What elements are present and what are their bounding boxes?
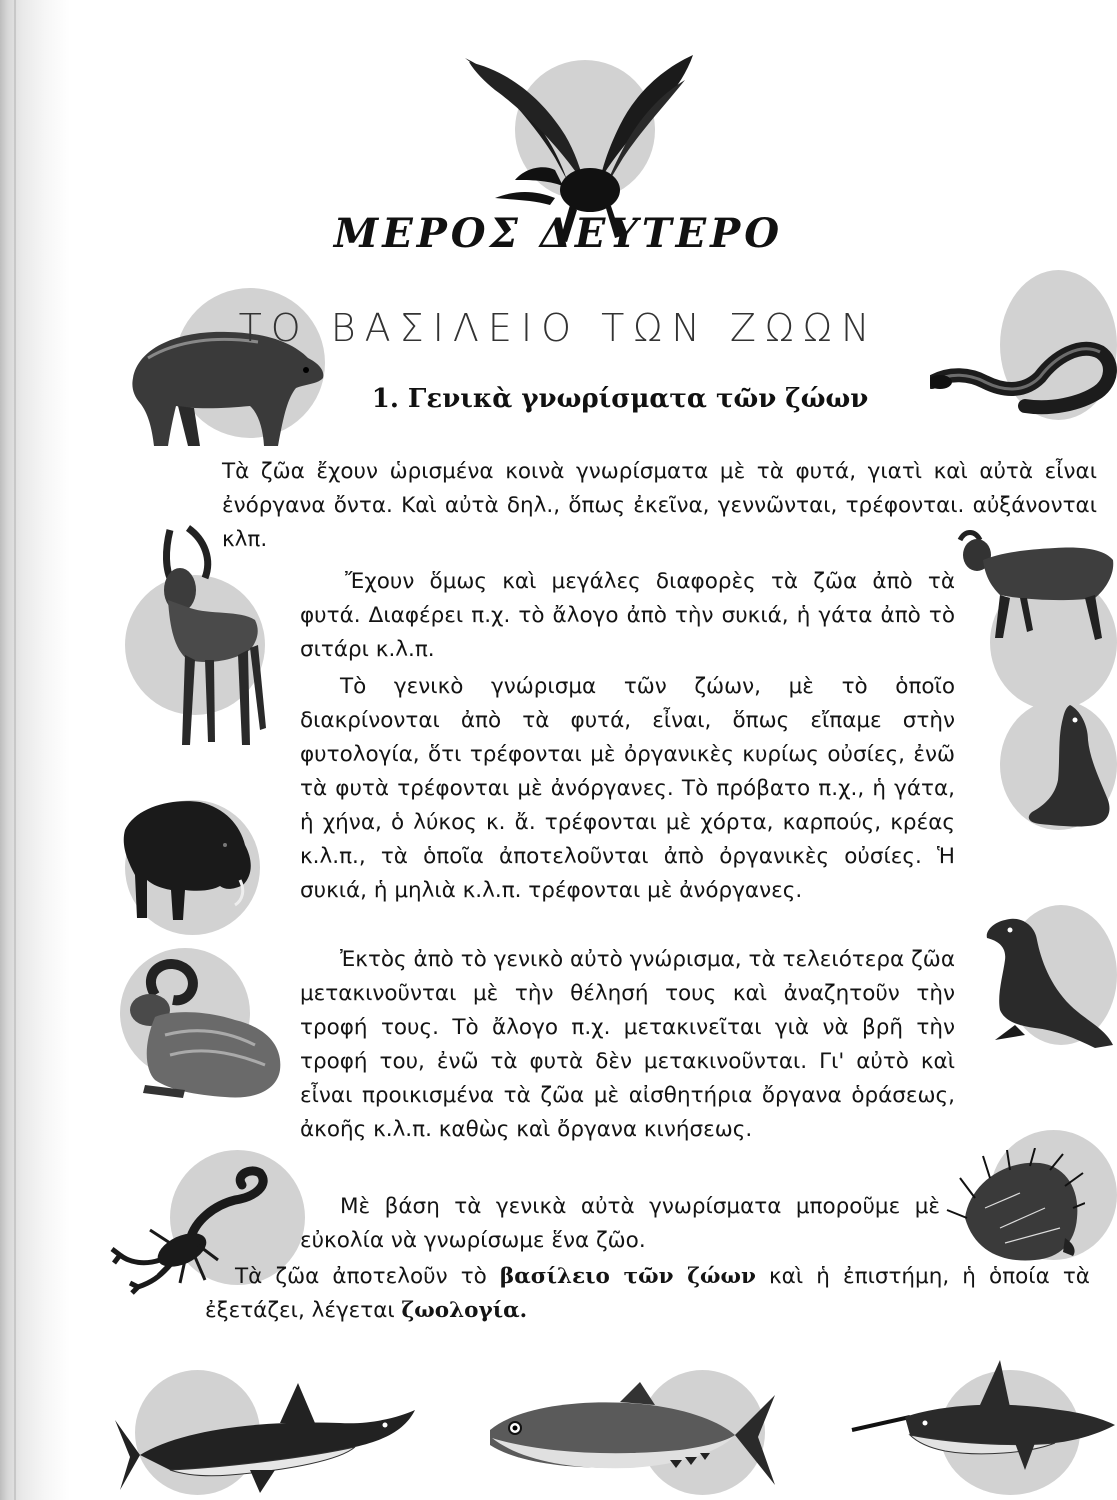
paragraph-final (205, 1260, 1090, 1328)
final-text-1: Τὰ ζῶα ἀποτελοῦν τὸ (235, 1264, 487, 1289)
porcupine-icon (945, 1148, 1085, 1273)
kingdom-title: ΤΟ ΒΑΣΙΛΕΙΟ ΤΩΝ ΖΩΩΝ (238, 306, 879, 350)
final-text-2: καὶ ἡ ἐπιστήμη, ἡ ὁποία τὰ ἐξετάζει, λέγεται (205, 1264, 1090, 1323)
paragraph-2: Ἔχουν ὅμως καὶ μεγάλες διαφορὲς τὰ ζῶα ἀπὸ τὰ φυτά. Διαφέρει π.χ. τὸ ἄλογο ἀπὸ τὴν συκιά, ἡ γάτα ἀπὸ τὸ σιτάρι κ.λ.π. (300, 569, 955, 662)
part-title: ΜΕΡΟΣ ΔΕΥΤΕΡΟ (333, 210, 784, 257)
paragraph-3: Τὸ γενικὸ γνώρισμα τῶν ζώων, μὲ τὸ ὁποῖο διακρίνονται ἀπὸ τὰ φυτά, εἶναι, ὅπως εἴπαμε στὴν φυτολογία, ὅτι τρέφονται μὲ ὀργανικὲς κυρίως οὐσίες, ἐνῶ τὰ φυτὰ τρέφονται μὲ ἀνόργανες. Τὸ πρόβατο π.χ., ἡ γάτα, ἡ χήνα, ὁ λύκος κ. ἄ. τρέφονται μὲ χόρτα, καρπούς, κρέας κ.λ.π., τὰ ὁποῖα ἀποτελοῦνται ἀπὸ ὀργανικὲς οὐσίες. Ἡ συκιά, ἡ μηλιὰ κ.λ.π. τρέφονται μὲ ἀνόργανες. (300, 674, 955, 903)
final-bold-kingdom: βασίλειο τῶν ζώων (499, 1264, 756, 1289)
section-title: 1. Γενικὰ γνωρίσματα τῶν ζώων (371, 384, 869, 414)
ram-icon (115, 955, 290, 1105)
paragraph-4: Ἐκτὸς ἀπὸ τὸ γενικὸ αὐτὸ γνώρισμα, τὰ τελειότερα ζῶα μετακινοῦνται μὲ τὴν θέλησή τους καὶ ἀναζητοῦν τὴν τροφή τους. Τὸ ἄλογο π.χ. μετακινεῖται γιὰ νὰ βρῆ τὴν τροφή του, ἐνῶ τὰ φυτὰ δὲν μετακινοῦνται. Γι' αὐτὸ καὶ εἶναι προικισμένα τὰ ζῶα μὲ αἰσθητήρια ὄργανα ὁράσεως, ἀκοῆς κ.λ.π. καθὼς καὶ ὄργανα κινήσεως. (300, 947, 955, 1142)
paragraph-1: Τὰ ζῶα ἔχουν ὡρισμένα κοινὰ γνωρίσματα μὲ τὰ φυτά, γιατὶ καὶ αὐτὰ εἶναι ἐνόργανα ὄντα. Καὶ αὐτὰ δηλ., ὅπως ἐκεῖνα, γεννῶνται, τρέφονται. αὐξάνονται κλπ. (222, 459, 1097, 552)
paragraph-5: Μὲ βάση τὰ γενικὰ αὐτὰ γνωρίσματα μποροῦμε μὲ εὐκολία νὰ γνωρίσωμε ἕνα ζῶο. (300, 1194, 940, 1253)
boar-icon (115, 790, 255, 925)
tuna-icon (480, 1380, 780, 1495)
seal-icon (975, 910, 1117, 1055)
shark-icon (110, 1375, 420, 1495)
final-bold-zoology: ζωολογία. (401, 1298, 528, 1323)
sea-lion-icon (1020, 700, 1117, 835)
swordfish-icon (850, 1355, 1117, 1480)
